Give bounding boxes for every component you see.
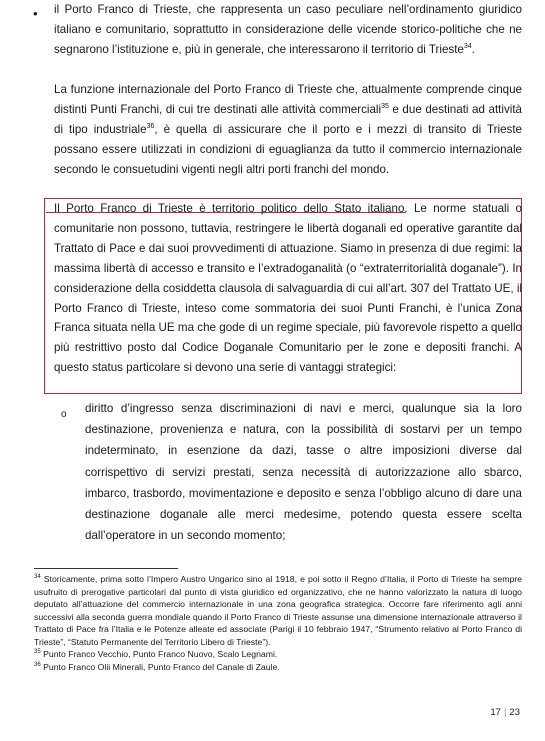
footnote-separator — [34, 568, 178, 569]
paragraph-territorio-politico: Il Porto Franco di Trieste è territorio politico dello Stato italiano. Le norme statuali o comunitarie non possono, tuttavia, restringere le libertà doganali ed operative garantite dal Trattato di Pace e dai suoi provvedimenti di attuazione. Siamo in presenza di due regimi: la massima libertà di accesso e transito e l’extradoganalità (o “extraterritorialità doganale”). In considerazione della cosiddetta clausola di salvaguardia di cui all’art. 307 del Trattato UE, il Porto Franco di Trieste, inteso come sommatoria dei suoi Punti Franchi, è l’unica Zona Franca situata nella UE ma che gode di un regime speciale, più favorevole rispetto a quello più restrittivo posto dal Codice Doganale Comunitario per le zone e depositi franchi. A questo status particolare si devono una serie di vantaggi strategici: — [54, 202, 522, 375]
paragraph-funzione-internazionale: La funzione internazionale del Porto Franco di Trieste che, attualmente comprende cinque distinti Punti Franchi, di cui tre destinati alle attività commerciali$^{35}$ e due destinati ad attività di tipo industriale$^{36}$, è quella di assicurare che il porto e i mezzi di transito di Trieste possano essere utilizzati in condizioni di eguaglianza da tutto il commercio internazionale secondo le consuetudini vigenti negli altri porti franchi del mondo. — [54, 83, 522, 176]
bullet-marker: • — [33, 6, 38, 21]
footnote-ref-36[interactable]: 36 — [146, 122, 155, 130]
sub-bullet-marker: o — [61, 409, 67, 420]
footnote-34: $^{34}$ Storicamente, prima sotto l’Impero Austro Ungarico sino al 1918, e poi sotto il Regno d’Italia, il Porto di Trieste ha sempre usufruito di prerogative particolari dal punto di vista giuridico ed organizzativo, che ne hanno valorizzato la natura di luogo deputato all’attuazione del commercio internazionale in una zona geografica strategica. Occorre fare riferimento agli anni successivi alla seconda guerra mondiale quando il Porto Franco di Trieste assunse una dimensione internazionale attraverso il Trattato di Pace fra l’Italia e le Potenze alleate ed associate (Parigi il 10 febbraio 1947, “Strumento relativo al Porto Franco di Trieste”, “Statuto Permanente del Territorio Libero di Trieste”). — [34, 574, 522, 647]
footnote-ref-34[interactable]: 34 — [463, 42, 472, 50]
footnotes-section — [34, 573, 522, 673]
paragraph-text: il Porto Franco di Trieste, che rappresenta un caso peculiare nell’ordinamento giuridico italiano e comunitario, soprattutto in considerazione delle vicende storico-politiche che ne segnarono l’istituzione e, più in generale, che interessarono il territorio di Trieste — [54, 3, 522, 56]
list-item-diritto-ingresso: diritto d’ingresso senza discriminazioni di navi e merci, qualunque sia la loro destinazione, provenienza e natura, con la possibilità di sostarvi per un tempo indeterminato, in esenzione da dazi, tasse o altre imposizioni diverse dal corrispettivo di servizi prestati, senza necessità di autorizzazione allo sbarco, imbarco, trasbordo, movimentazione e deposito e senza l’obbligo alcuno di dare una destinazione doganale alle merci medesime, potendo questa essere scelta dall’operatore in un secondo momento; — [85, 402, 522, 543]
footnote-35: $^{35}$ Punto Franco Vecchio, Punto Franco Nuovo, Scalo Legnami. — [34, 649, 278, 659]
footnote-ref-35[interactable]: 35 — [381, 103, 389, 111]
footnote-36: $^{36}$ Punto Franco Olii Minerali, Punto Franco del Canale di Zaule. — [34, 661, 280, 672]
page-number: 17 | 23 — [490, 707, 520, 718]
paragraph-porto-franco-intro: il Porto Franco di Trieste, che rappresenta un caso peculiare nell’ordinamento giuridico italiano e comunitario, soprattutto in considerazione delle vicende storico-politiche che ne segnarono l’istituzione e, più in generale, che interessarono il territorio di Trieste$^{34}$. — [54, 3, 522, 56]
